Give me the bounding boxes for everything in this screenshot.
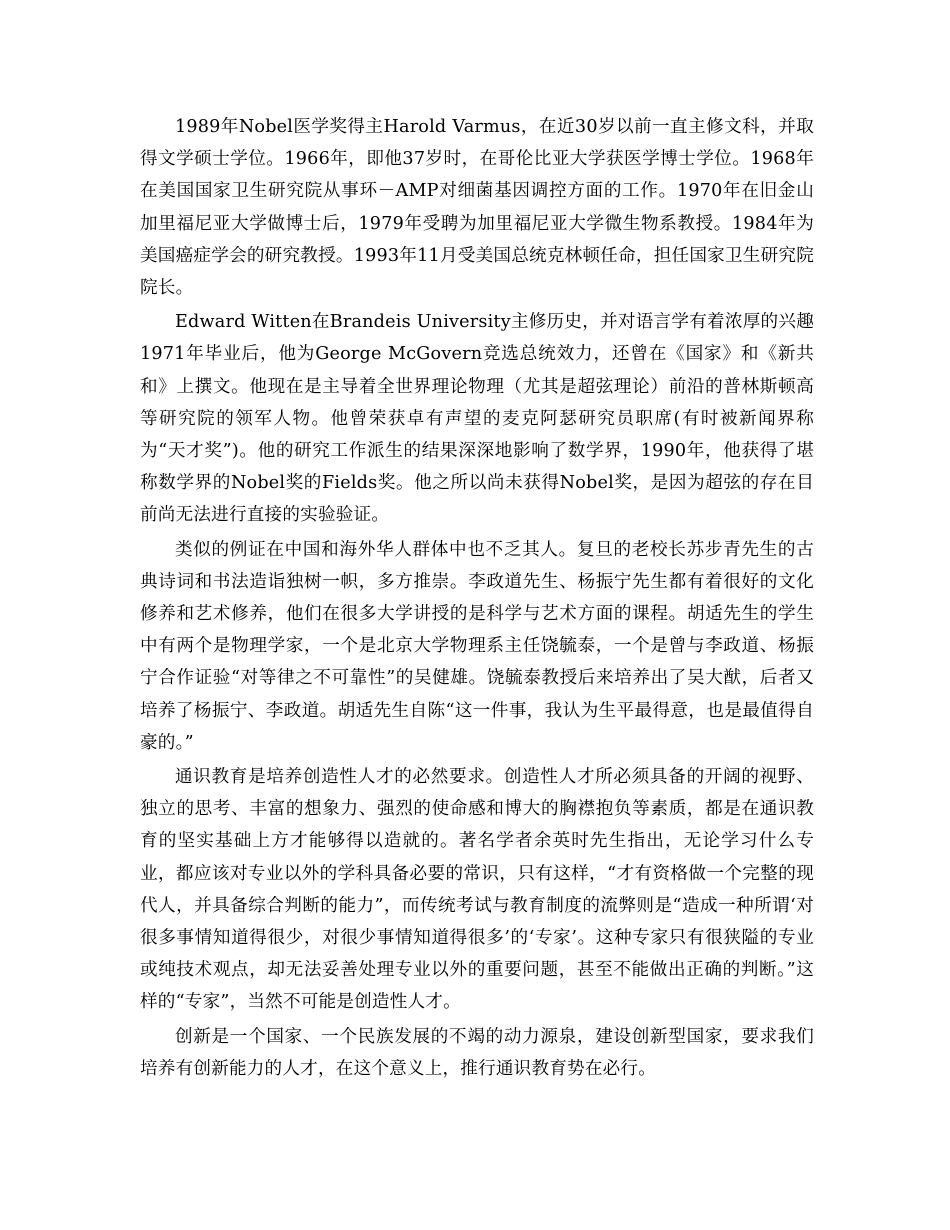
paragraph-chinese-examples: 类似的例证在中国和海外华人群体中也不乏其人。复旦的老校长苏步青先生的古典诗词和书法造诣独树一帜，多方推崇。李政道先生、杨振宁先生都有着很好的文化修养和艺术修养，他们在很多大学讲授的是科学与艺术方面的课程。胡适先生的学生中有两个是物理学家，一个是北京大学物理系主任饶毓泰，一个是曾与李政道、杨振宁合作证验“对等律之不可靠性”的吴健雄。饶毓泰教授后来培养出了吴大猷，后者又培养了杨振宁、李政道。胡适先生自陈“这一件事，我认为生平最得意，也是最值得自豪的。”	[140, 539, 814, 753]
paragraph-witten: Edward Witten在Brandeis University主修历史，并对语言学有着浓厚的兴趣1971年毕业后，他为George McGovern竞选总统效力，还曾在《国家》和《新共和》上撰文。他现在是主导着全世界理论物理（尤其是超弦理论）前沿的普林斯顿高等研究院的领军人物。他曾荣获卓有声望的麦克阿瑟研究员职席(有时被新闻界称为“天才奖”)。他的研究工作派生的结果深深地影响了数学界，1990年，他获得了堪称数学界的Nobel奖的Fields奖。他之所以尚未获得Nobel奖，是因为超弦的存在目前尚无法进行直接的实验验证。	[140, 312, 814, 526]
paragraph-innovation: 创新是一个国家、一个民族发展的不竭的动力源泉，建设创新型国家，要求我们培养有创新能力的人才，在这个意义上，推行通识教育势在必行。	[140, 1026, 814, 1079]
document-body	[140, 111, 814, 1087]
paragraph-general-education: 通识教育是培养创造性人才的必然要求。创造性人才所必须具备的开阔的视野、独立的思考、丰富的想象力、强烈的使命感和博大的胸襟抱负等素质，都是在通识教育的坚实基础上方才能够得以造就的。著名学者余英时先生指出，无论学习什么专业，都应该对专业以外的学科具备必要的常识，只有这样，“才有资格做一个完整的现代人，并具备综合判断的能力”，而传统考试与教育制度的流弊则是“造成一种所谓‘对很多事情知道得很少，对很少事情知道得很多’的‘专家’。这种专家只有很狭隘的专业或纯技术观点，却无法妥善处理专业以外的重要问题，甚至不能做出正确的判断。”这样的“专家”，当然不可能是创造性人才。	[140, 767, 814, 1013]
paragraph-varmus: 1989年Nobel医学奖得主Harold Varmus，在近30岁以前一直主修文科，并取得文学硕士学位。1966年，即他37岁时，在哥伦比亚大学获医学博士学位。1968年在美国国家卫生研究院从事环－AMP对细菌基因调控方面的工作。1970年在旧金山加里福尼亚大学做博士后，1979年受聘为加里福尼亚大学微生物系教授。1984年为美国癌症学会的研究教授。1993年11月受美国总统克林顿任命，担任国家卫生研究院院长。	[140, 117, 814, 299]
